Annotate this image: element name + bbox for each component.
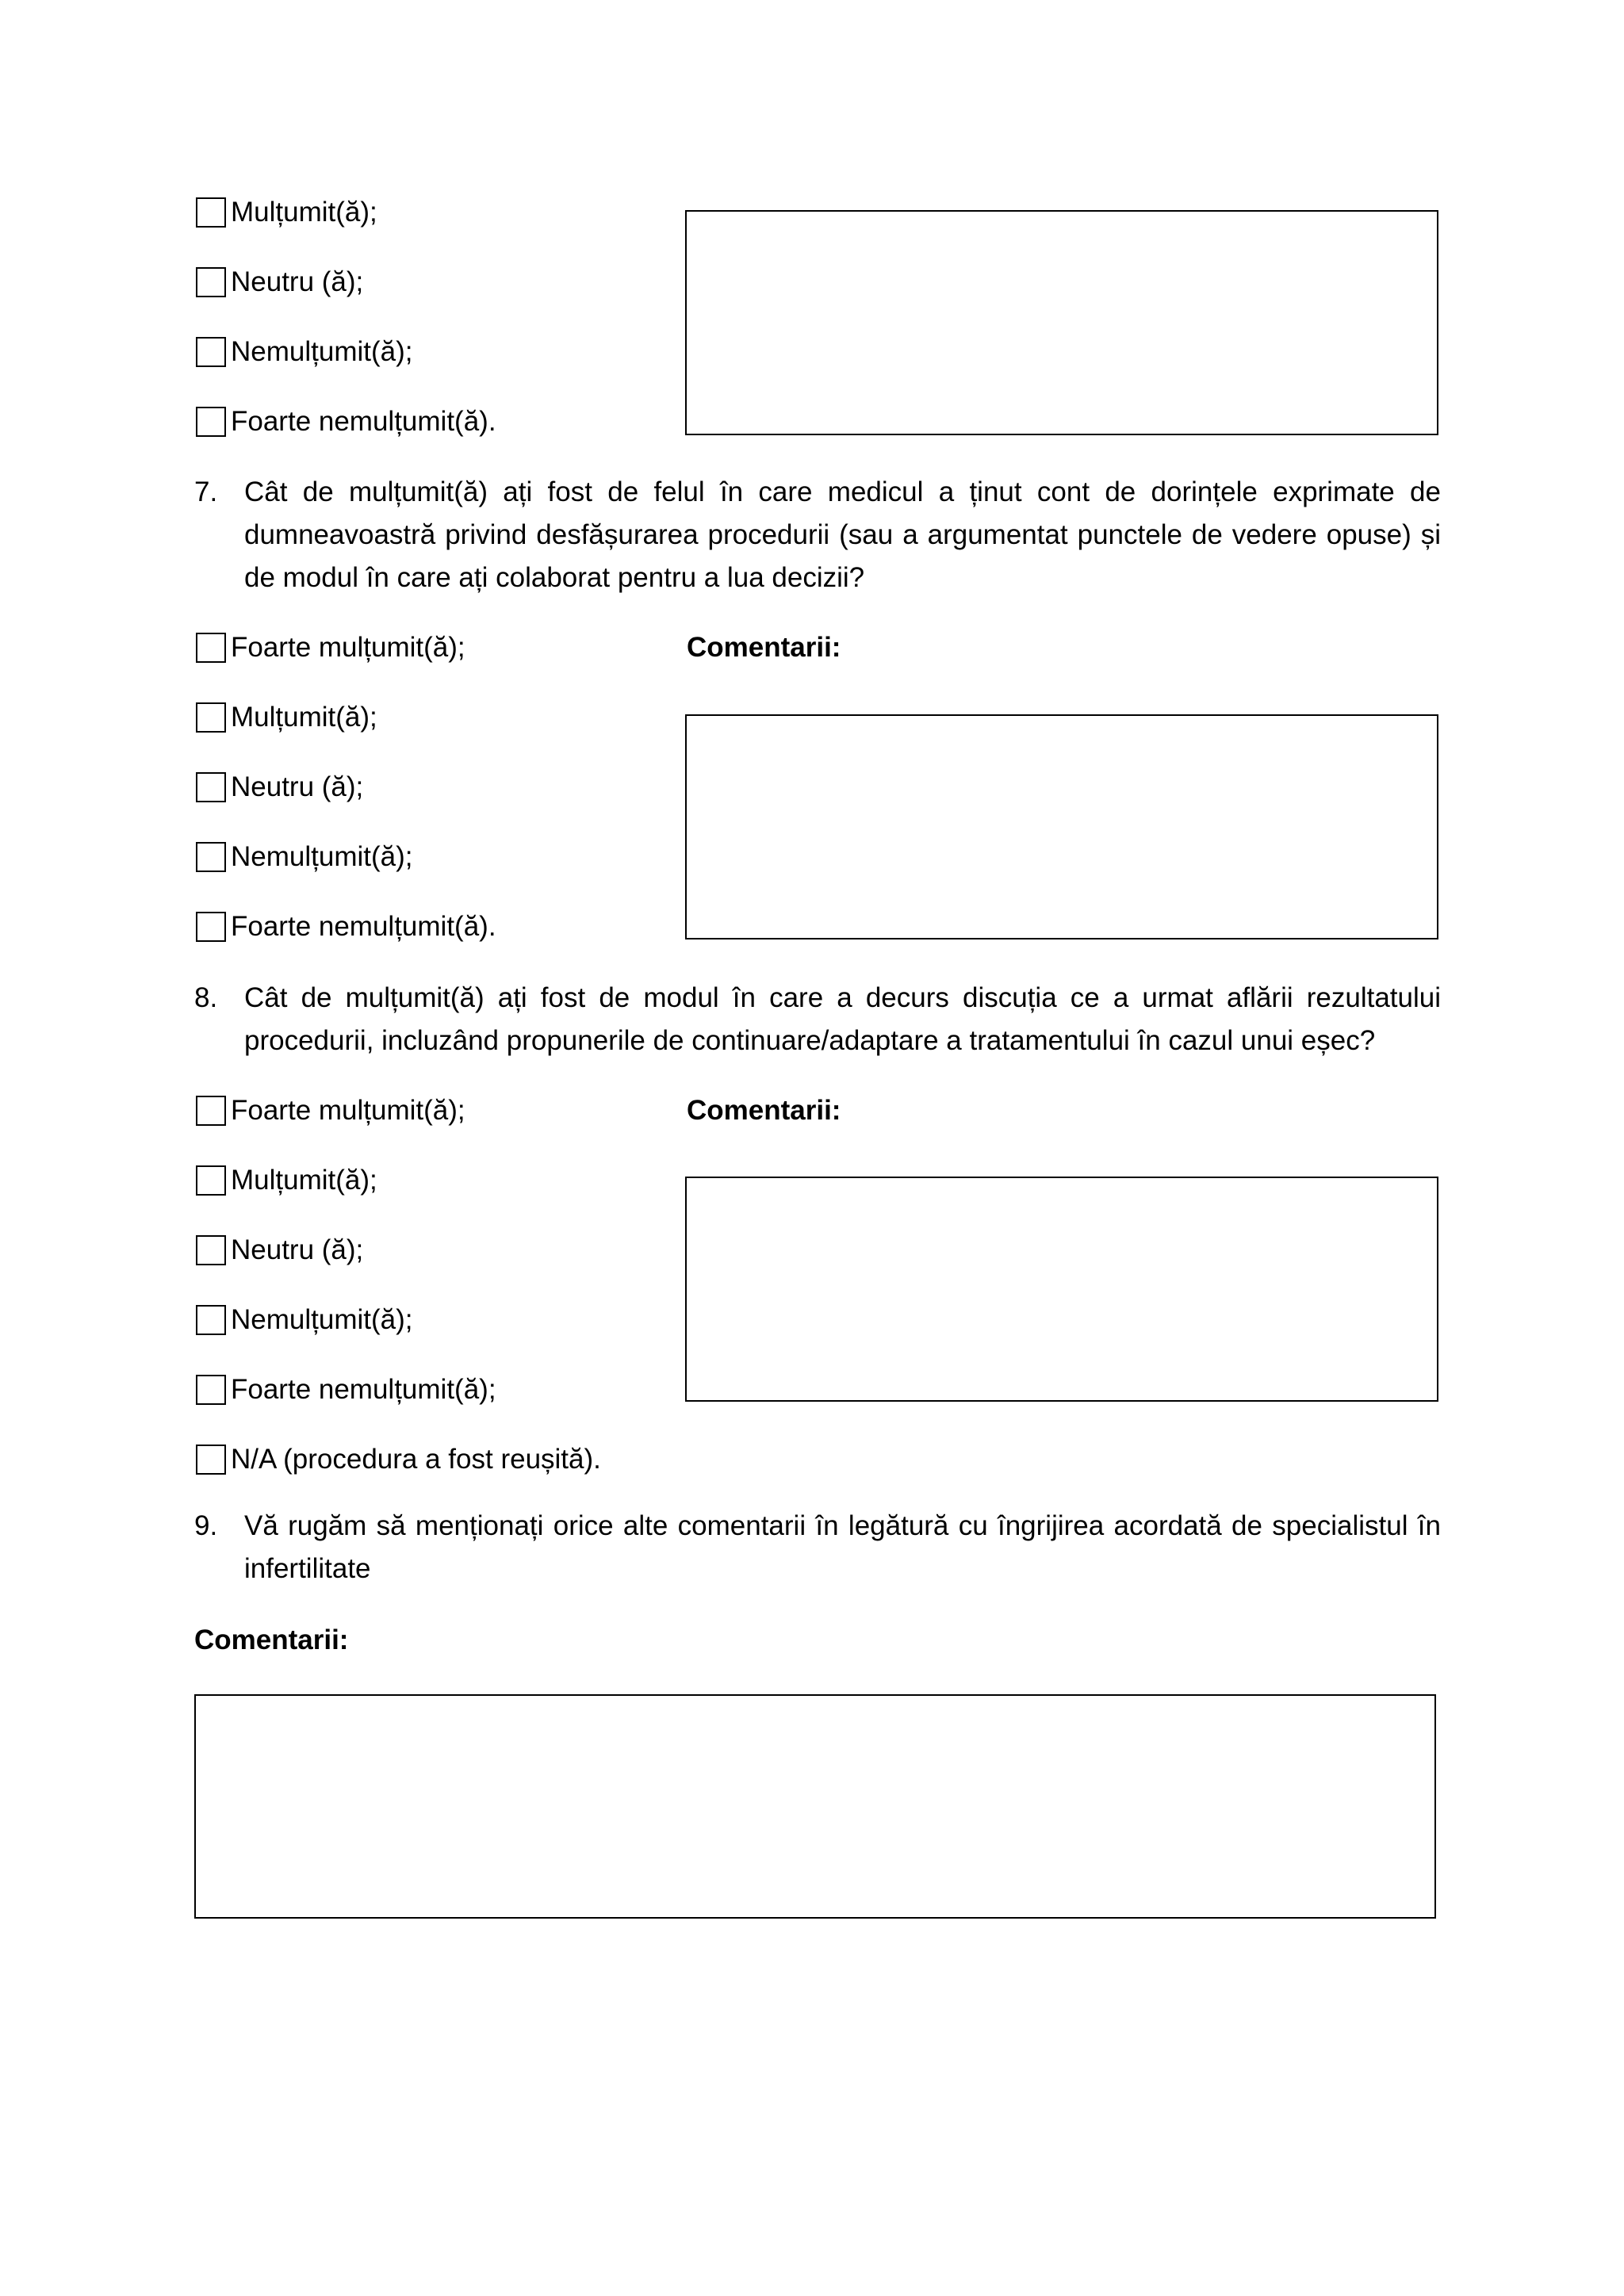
q6-option-nemultumit[interactable] <box>196 335 412 369</box>
q9-comment-label: Comentarii: <box>194 1624 349 1655</box>
option-label: Foarte nemulțumit(ă); <box>231 1374 496 1405</box>
checkbox[interactable] <box>196 1375 226 1405</box>
question-text: Cât de mulțumit(ă) ați fost de modul în care a decurs discuția ce a urmat aflării rezultatului procedurii, incluzând propunerile de continuare/adaptare a tratamentului în cazul unui eșec? <box>244 982 1441 1056</box>
checkbox[interactable] <box>196 267 226 297</box>
q8-option-foarte-multumit[interactable] <box>196 1093 465 1128</box>
q7-comment-box[interactable] <box>685 714 1438 939</box>
q6-option-multumit[interactable] <box>196 195 377 230</box>
checkbox[interactable] <box>196 633 226 663</box>
q9-comment-box[interactable] <box>194 1694 1436 1919</box>
option-label: Foarte nemulțumit(ă). <box>231 406 496 437</box>
q7-comment-label: Comentarii: <box>687 632 841 663</box>
q7-option-foarte-nemultumit[interactable] <box>196 909 496 944</box>
checkbox[interactable] <box>196 772 226 802</box>
question-text: Cât de mulțumit(ă) ați fost de felul în care medicul a ținut cont de dorințele exprimate de dumneavoastră privind desfășurarea procedurii (sau a argumentat punctele de vedere opuse) și de modul în care ați colaborat pentru a lua decizii? <box>244 476 1441 593</box>
checkbox[interactable] <box>196 407 226 437</box>
option-label: Mulțumit(ă); <box>231 197 377 228</box>
q7-option-nemultumit[interactable] <box>196 840 412 874</box>
checkbox[interactable] <box>196 337 226 367</box>
q6-option-neutru[interactable] <box>196 265 363 300</box>
q7-option-multumit[interactable] <box>196 700 377 735</box>
option-label: Neutru (ă); <box>231 1234 364 1265</box>
q9-question <box>194 1505 1441 1590</box>
option-label: Nemulțumit(ă); <box>231 336 413 367</box>
checkbox[interactable] <box>196 1445 226 1475</box>
checkbox[interactable] <box>196 842 226 872</box>
q8-option-nemultumit[interactable] <box>196 1303 412 1337</box>
checkbox[interactable] <box>196 702 226 733</box>
option-label: Neutru (ă); <box>231 771 364 802</box>
option-label: Nemulțumit(ă); <box>231 1304 413 1335</box>
question-number: 7. <box>194 476 218 507</box>
q7-option-foarte-multumit[interactable] <box>196 630 465 665</box>
checkbox[interactable] <box>196 1305 226 1335</box>
question-number: 9. <box>194 1510 218 1541</box>
q7-option-neutru[interactable] <box>196 770 363 805</box>
option-label: Mulțumit(ă); <box>231 702 377 733</box>
checkbox[interactable] <box>196 1096 226 1126</box>
checkbox[interactable] <box>196 1165 226 1196</box>
q8-option-foarte-nemultumit[interactable] <box>196 1372 496 1407</box>
q8-option-neutru[interactable] <box>196 1233 363 1268</box>
option-label: Foarte mulțumit(ă); <box>231 1095 465 1126</box>
question-number: 8. <box>194 982 218 1013</box>
q7-question <box>194 471 1441 599</box>
checkbox[interactable] <box>196 197 226 228</box>
checkbox[interactable] <box>196 1235 226 1265</box>
option-label: Foarte nemulțumit(ă). <box>231 911 496 942</box>
q6-comment-box[interactable] <box>685 210 1438 435</box>
option-label: N/A (procedura a fost reușită). <box>231 1444 601 1475</box>
q8-question <box>194 977 1441 1062</box>
option-label: Neutru (ă); <box>231 266 364 297</box>
q8-option-na[interactable] <box>196 1442 601 1477</box>
q8-comment-label: Comentarii: <box>687 1095 841 1126</box>
question-text: Vă rugăm să menționați orice alte comentarii în legătură cu îngrijirea acordată de specialistul în infertilitate <box>244 1510 1441 1584</box>
option-label: Mulțumit(ă); <box>231 1165 377 1196</box>
option-label: Nemulțumit(ă); <box>231 841 413 872</box>
option-label: Foarte mulțumit(ă); <box>231 632 465 663</box>
q6-option-foarte-nemultumit[interactable] <box>196 404 496 439</box>
q8-option-multumit[interactable] <box>196 1163 377 1198</box>
q8-comment-box[interactable] <box>685 1177 1438 1402</box>
checkbox[interactable] <box>196 912 226 942</box>
